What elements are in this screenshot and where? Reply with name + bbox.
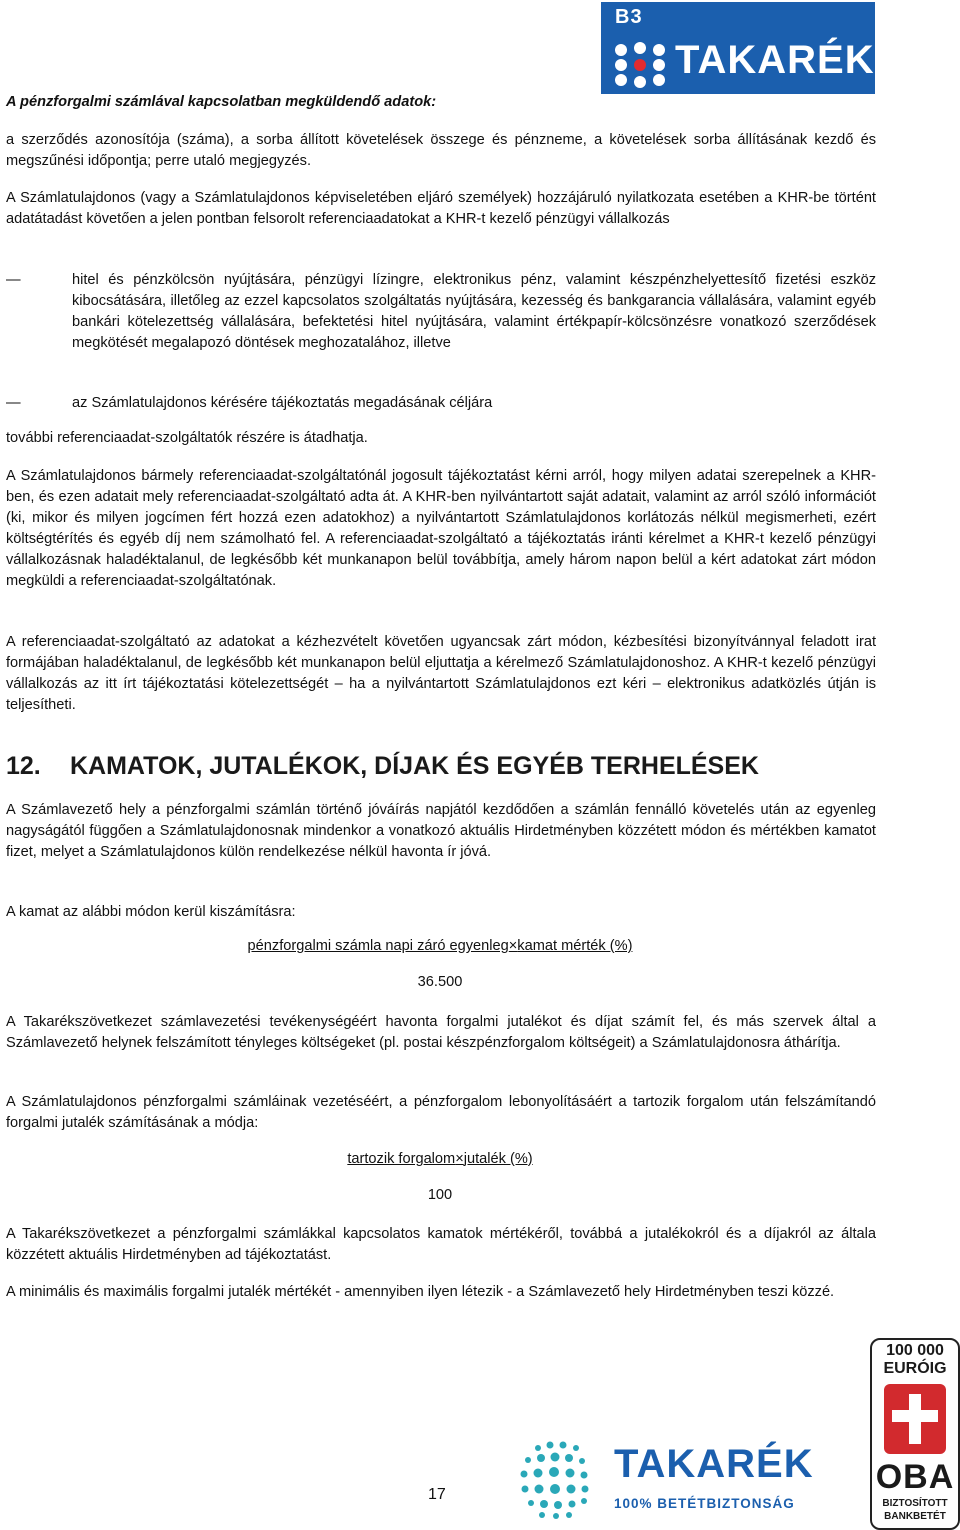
list-item-text: az Számlatulajdonos kérésére tájékoztatás megadásának céljára (72, 395, 493, 411)
paragraph: A Takarékszövetkezet a pénzforgalmi számlákkal kapcsolatos kamatok mértékéről, továbbá a jutalékokról és a díjakról az általa közzétett aktuális Hirdetményben ad tájékoztatást. (6, 1226, 876, 1263)
paragraph: további referenciaadat-szolgáltatók részére is átadhatja. (6, 430, 368, 446)
section-heading (6, 752, 759, 781)
flower-icon (611, 40, 669, 88)
paragraph: A Számlatulajdonos (vagy a Számlatulajdonos képviseletében eljáró személyek) hozzájáruló nyilatkozata esetében a KHR-be történt adatátadást követően a jelen pontban felsorolt referenciaadatokat a KHR-t kezelő pénzügyi vállalkozás (6, 190, 876, 227)
list-item (6, 393, 876, 414)
logo-badge-text: B3 (615, 6, 643, 28)
formula-term: jutalék (%) (463, 1151, 533, 1167)
multiply-sign: × (508, 938, 518, 954)
formula-term: kamat mérték (%) (517, 938, 633, 954)
dash-bullet: — (6, 272, 21, 288)
badge-amount: 100 000 (886, 1342, 944, 1359)
badge-oba: OBA (875, 1458, 955, 1496)
paragraph: A kamat az alábbi módon kerül kiszámításra: (6, 904, 296, 920)
paragraph: A Számlatulajdonos pénzforgalmi számláinak vezetéséért, a pénzforgalom lebonyolításáért a tartozik forgalom után felszámítandó forgalmi jutalék számításának a módja: (6, 1094, 876, 1131)
badge-currency: EURÓIG (883, 1360, 947, 1377)
paragraph: A referenciaadat-szolgáltató az adatokat a kézhezvételt követően ugyancsak zárt módon, kézbesítési bizonyítvánnyal feladott irat formájában haladéktalanul, de legkésőbb két munkanapon belül eljuttatja a kérelmező Számlatulajdonoshoz. A KHR-t kezelő pénzügyi vállalkozás az itt írt tájékoztatási kötelezettségét – ha a nyilvántartott Számlatulajdonos ezt kéri – elektronikus adatközlés útján is teljesítheti. (6, 634, 876, 713)
multiply-sign: × (455, 1151, 464, 1167)
logo-wordmark: TAKARÉK (614, 1442, 814, 1486)
interest-formula-numerator (200, 938, 680, 954)
interest-formula-denominator: 36.500 (417, 974, 463, 990)
section-title: KAMATOK, JUTALÉKOK, DÍJAK ÉS EGYÉB TERHELÉSEK (70, 752, 759, 780)
paragraph: A Számlatulajdonos bármely referenciaadat-szolgáltatónál jogosult tájékoztatást kérni arról, hogy milyen adatai szerepelnek a KHR-ben, és ezen adatait mely referenciaadat-szolgáltató adta át. A KHR-ben nyilvántartott saját adatait, valamint az arról szóló információt (ki, mikor és milyen jogcímen fért hozzá ezen adatokhoz) a nyilvántartott Számlatulajdonos korlátozás nélkül megismerheti, ezért költségtérítés és egyéb díj nem számolható fel. A referenciaadat-szolgáltató a tájékoztatás iránti kérelmet a KHR-t kezelő pénzügyi vállalkozásnak haladéktalanul, de legkésőbb két munkanapon belül továbbítja, amely három napon belül a kért adatokat zárt módon megküldi a referenciaadat-szolgáltatónak. (6, 468, 876, 589)
paragraph: a szerződés azonosítója (száma), a sorba állított követelések összege és pénzneme, a követelések sorba állításának kezdő és megszűnési időpontja; perre utaló megjegyzés. (6, 132, 876, 169)
formula-term: tartozik forgalom (347, 1151, 456, 1167)
page-number: 17 (428, 1486, 446, 1503)
intro-title: A pénzforgalmi számlával kapcsolatban megküldendő adatok: (6, 94, 437, 110)
commission-formula-denominator: 100 (427, 1187, 453, 1203)
paragraph: A Számlavezető hely a pénzforgalmi számlán történő jóváírás napjától kezdődően a számlán fennálló követelés után az egyenleg nagyságától függően a Számlatulajdonosnak mindenkor a vonatkozó aktuális Hirdetményben közzétett módon és mértékben kamatot fizet, melyet a Számlatulajdonos külön rendelkezése nélkül havonta ír jóvá. (6, 802, 876, 860)
badge-insured: BIZTOSÍTOTT (882, 1498, 948, 1509)
list-item (6, 270, 876, 354)
takarek-b3-logo (601, 2, 875, 94)
paragraph: A Takarékszövetkezet számlavezetési tevékenységéért havonta forgalmi jutalékot és díjat számít fel, és más szervek által a Számlavezető helynek felszámított tényleges költségeket (pl. postai készpénzforgalom költségeit) a Számlatulajdonosra áthárítja. (6, 1014, 876, 1051)
formula-term: pénzforgalmi számla napi záró egyenleg (247, 938, 509, 954)
takarek-betetbiztonsag-logo (516, 1438, 826, 1520)
dot-globe-icon (516, 1438, 602, 1520)
paragraph: A minimális és maximális forgalmi jutalék mértékét - amennyiben ilyen létezik - a Számlavezető hely Hirdetményben teszi közzé. (6, 1284, 835, 1300)
logo-tagline: 100% BETÉTBIZTONSÁG (614, 1496, 795, 1511)
logo-wordmark: TAKARÉK (675, 38, 875, 82)
badge-deposit: BANKBETÉT (884, 1511, 946, 1522)
section-number: 12. (6, 752, 41, 780)
oba-deposit-insurance-badge (870, 1338, 960, 1530)
list-item-text: hitel és pénzkölcsön nyújtására, pénzügyi lízingre, elektronikus pénz, valamint készpénzhelyettesítő fizetési eszköz kibocsátására, illetőleg az ezzel kapcsolatos szolgáltatás nyújtására, kezesség és bankgarancia vállalására, valamint egyéb bankári kötelezettség vállalására, befektetési hitel nyújtására, valamint értékpapír-kölcsönzésre vonatkozó szerződések megkötését megalapozó döntések meghozatalához, illetve (72, 272, 876, 351)
commission-formula-numerator (280, 1151, 600, 1167)
dash-bullet: — (6, 395, 21, 411)
euro-cross-icon (884, 1384, 946, 1460)
